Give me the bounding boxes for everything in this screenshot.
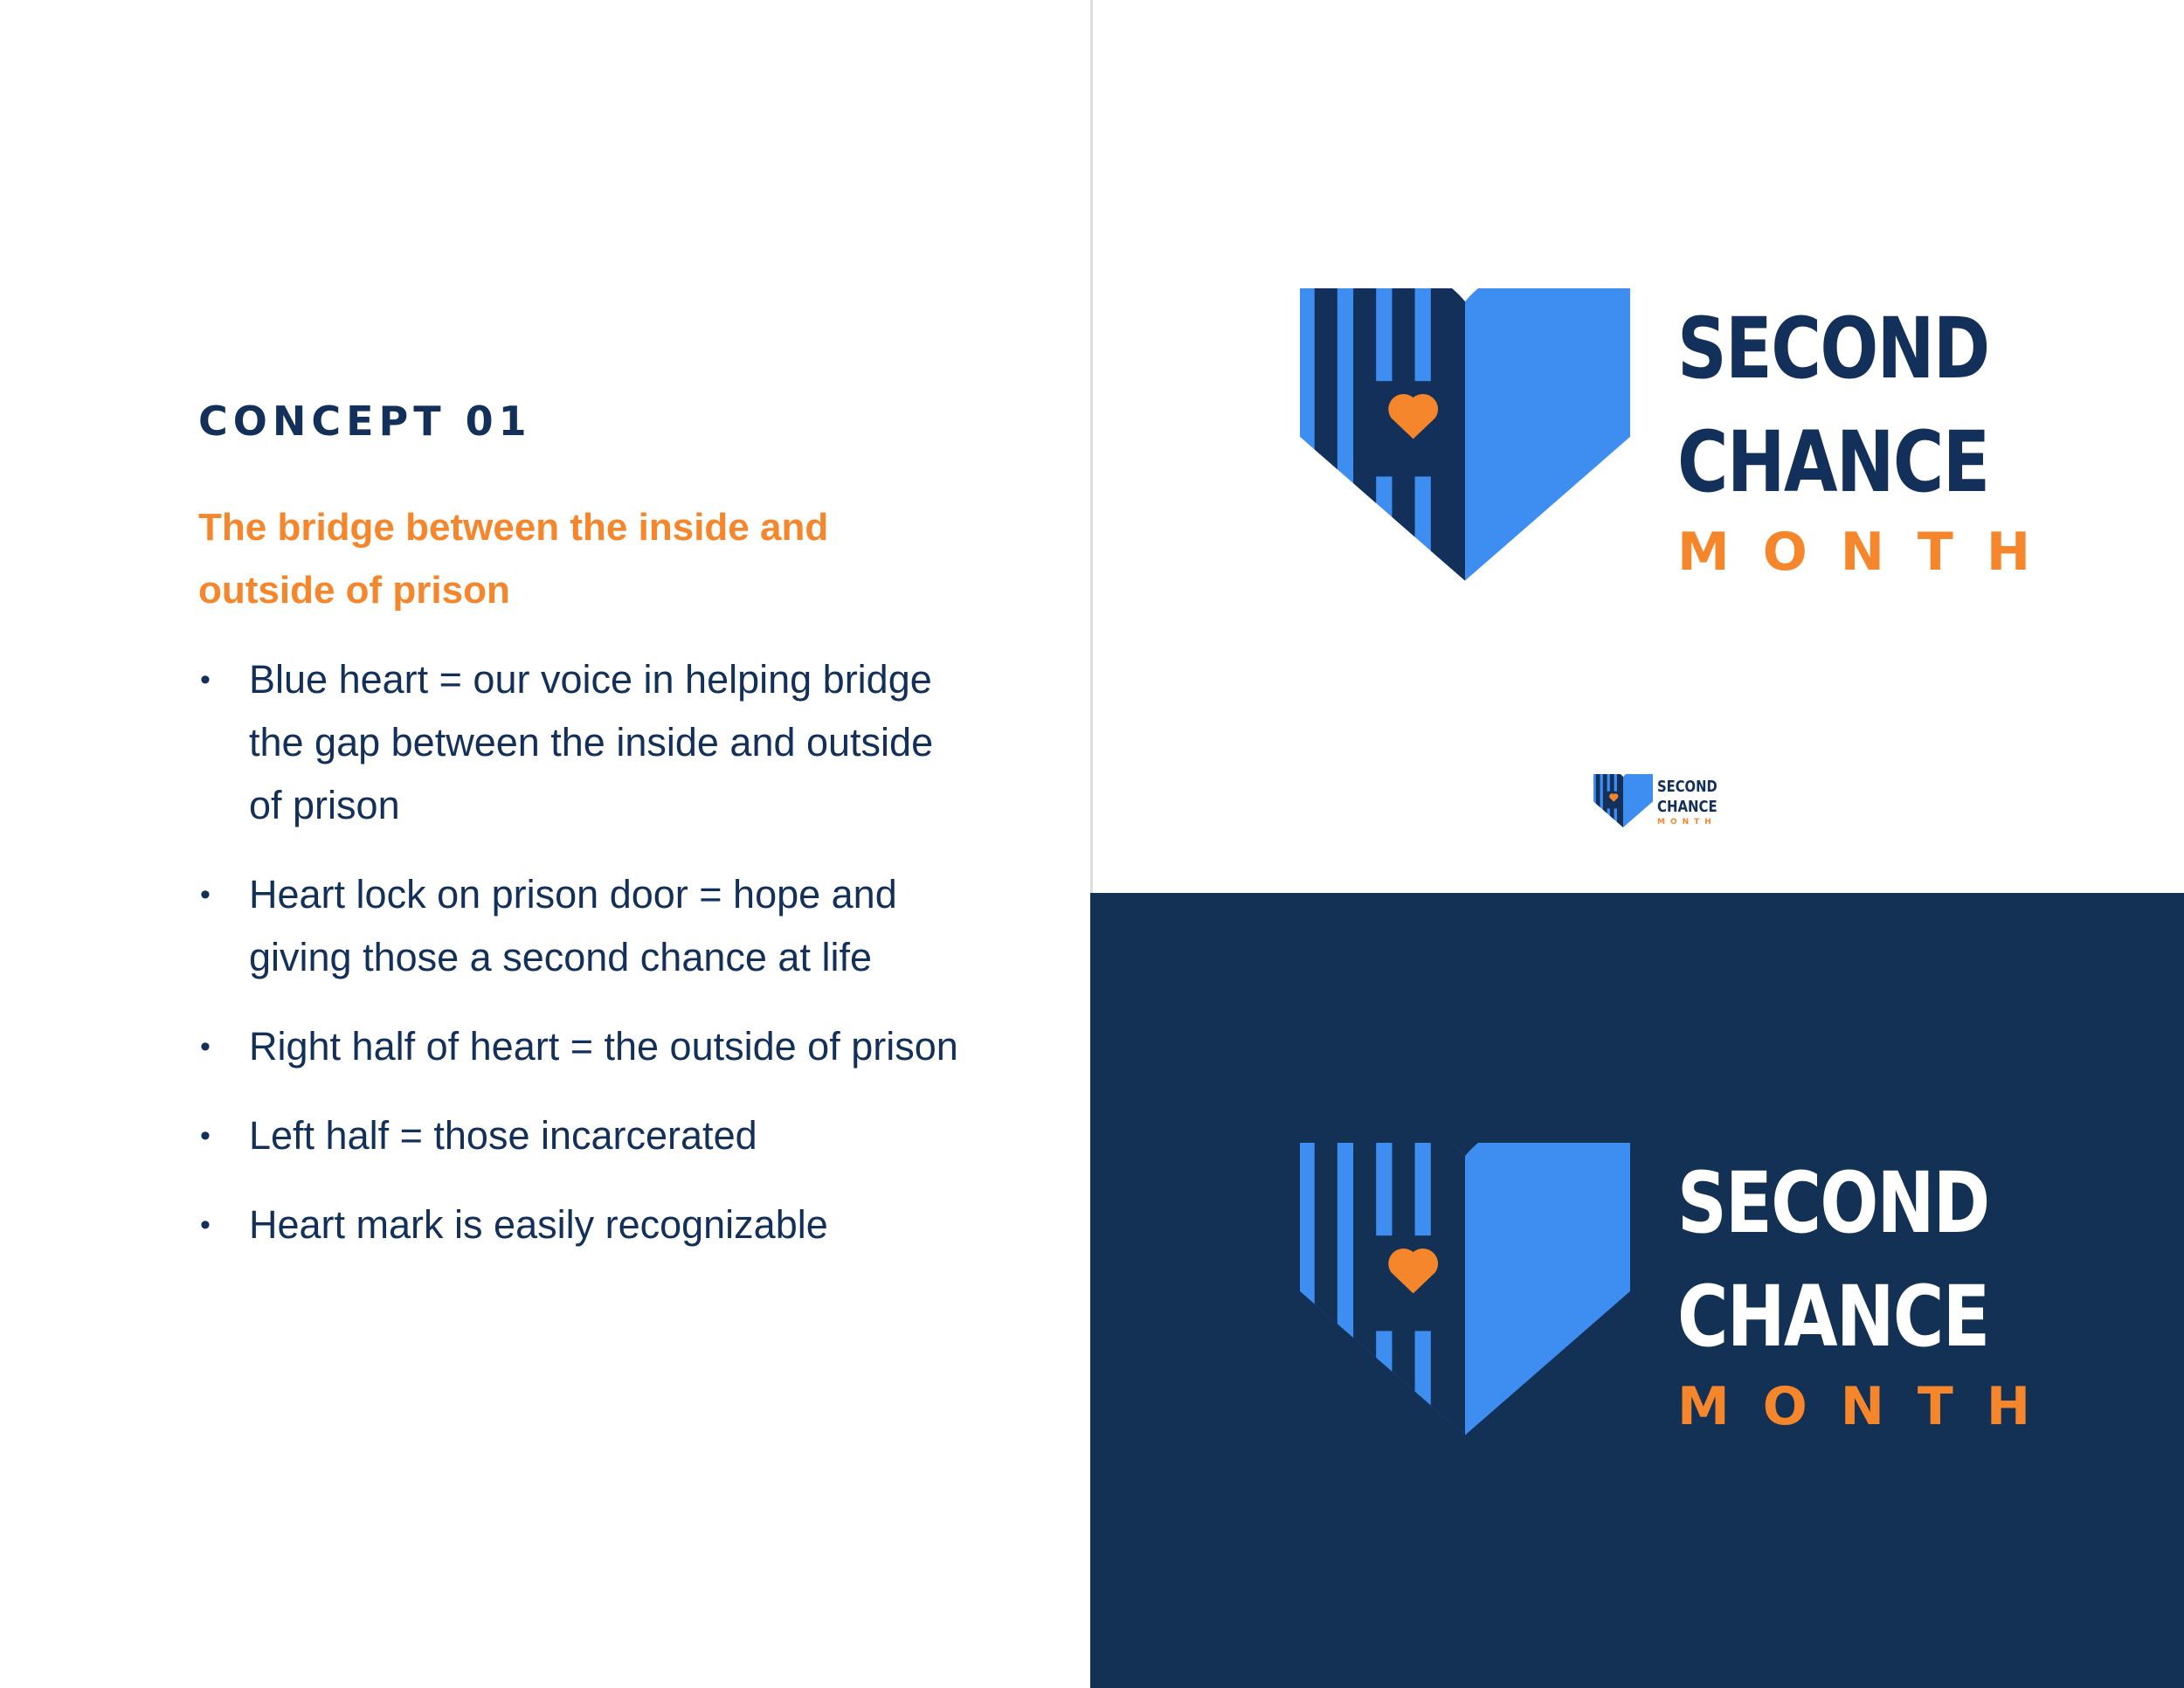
wordmark-dark-line-chance: CHANCE	[1677, 1268, 1989, 1366]
bullet-heart-lock: • Heart lock on prison door = hope and giving those a second chance at life	[198, 863, 967, 989]
bullet-blue-heart: • Blue heart = our voice in helping bridge the gap between the inside and outside of prison	[198, 648, 967, 837]
wordmark-small-line-month: MONTH	[1657, 818, 1717, 827]
wordmark-light	[1677, 292, 2063, 584]
bullet-recognizable: • Heart mark is easily recognizable	[198, 1193, 967, 1256]
wordmark-line-chance: CHANCE	[1677, 413, 1989, 511]
wordmark-small	[1657, 777, 1731, 827]
wordmark-line-month: MONTH	[1677, 522, 2064, 583]
concept-description-panel	[0, 0, 1090, 1688]
wordmark-line-second: SECOND	[1677, 300, 1989, 398]
wordmark-dark-line-second: SECOND	[1677, 1154, 1989, 1252]
bullet-right-half: • Right half of heart = the outside of prison	[198, 1015, 967, 1078]
concept-bullet-list	[198, 648, 967, 1283]
wordmark-small-line-second: SECOND	[1657, 778, 1717, 796]
barred-heart-with-heart-lock-small-icon	[1593, 774, 1653, 828]
concept-subtitle: The bridge between the inside and outside of prison	[198, 506, 829, 612]
barred-heart-with-heart-lock-icon	[1300, 288, 1630, 584]
wordmark-small-line-chance: CHANCE	[1657, 798, 1717, 816]
wordmark-dark-line-month: MONTH	[1677, 1376, 2064, 1437]
wordmark-dark	[1677, 1146, 2063, 1438]
concept-title: CONCEPT 01	[198, 398, 532, 445]
barred-heart-with-heart-lock-dark-icon	[1300, 1143, 1630, 1438]
bullet-left-half: • Left half = those incarcerated	[198, 1104, 967, 1167]
